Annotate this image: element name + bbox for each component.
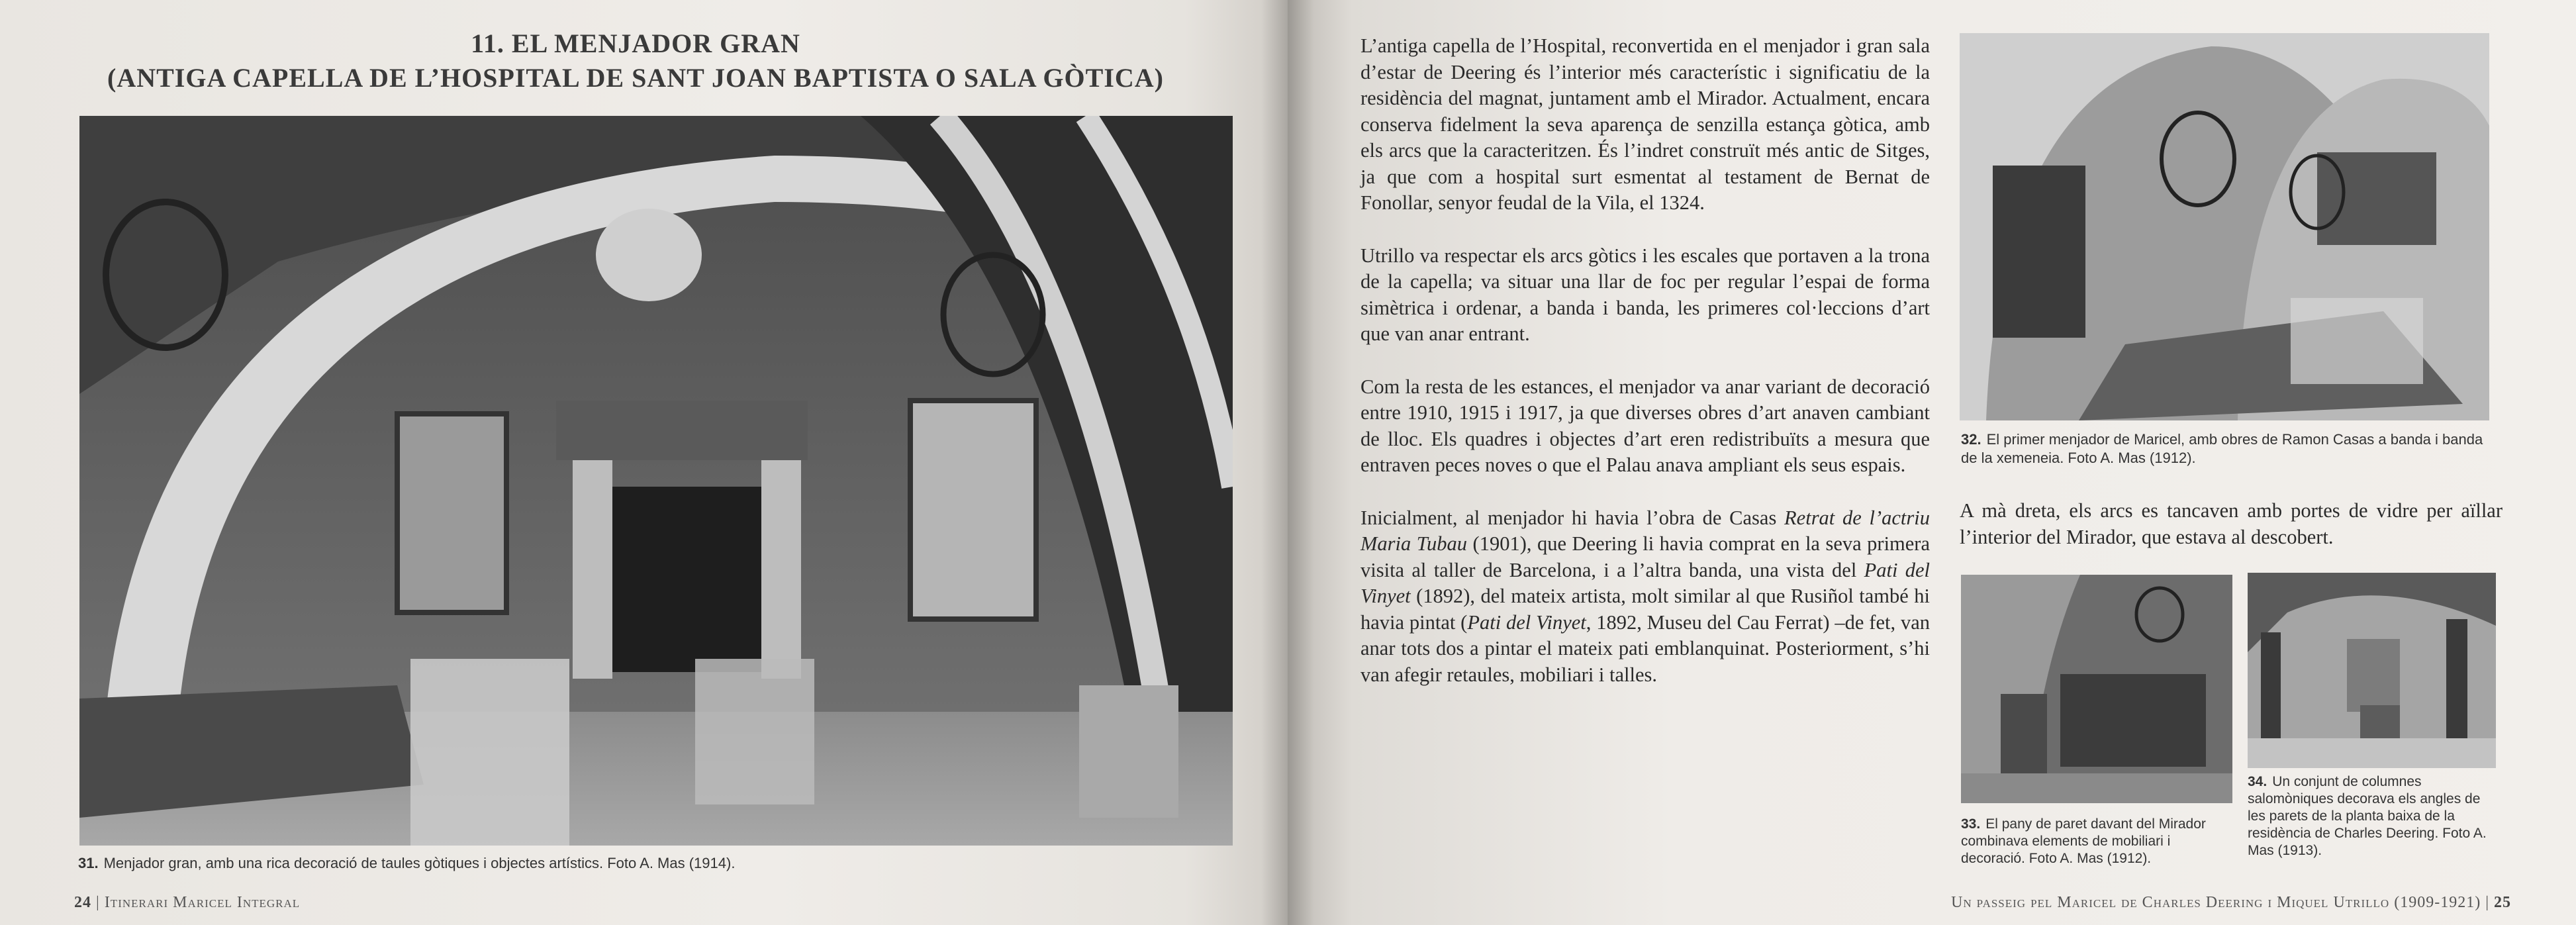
dining-hall-photo xyxy=(79,116,1233,846)
right-page-body-text xyxy=(1360,33,1930,714)
p4-artwork-title-2: Pati del Vinyet xyxy=(1360,558,1931,607)
running-title-right: Un passeig pel Maricel de Charles Deering i Miquel Utrillo (1909-1921) xyxy=(1951,894,2481,911)
p4-text-2: (1901), que Deering li havia comprat en la seva primera visita al taller de Barcelona, i a l’altra banda, una vista del xyxy=(1360,532,1930,581)
side-paragraph: A mà dreta, els arcs es tancaven amb portes de vidre per aïllar l’interior del Mirador, que estava al descobert. xyxy=(1960,499,2503,548)
chapter-title xyxy=(79,26,1192,95)
chapter-title-line-1: 11. EL MENJADOR GRAN xyxy=(471,28,800,58)
page-number-left: 24 xyxy=(74,894,91,911)
figure-33-text: El pany de paret davant del Mirador combinava elements de mobiliari i decoració. Foto A. Mas (1912). xyxy=(1961,816,2206,866)
paragraph-3: Com la resta de les estances, el menjador va anar variant de decoració entre 1910, 1915 i 1917, ja que diverses obres d’art anaven cambiant de lloc. Els quadres i objectes d’art eren redistribuïts a mesura que entraven peces noves o que el Palau anava ampliant els seus espais. xyxy=(1360,375,1930,476)
p4-text-3: (1892), del mateix artista, molt similar al que Rusiñol també hi havia pintat ( xyxy=(1360,585,1930,634)
figure-32-text: El primer menjador de Maricel, amb obres de Ramon Casas a banda i banda de la xemeneia. Foto A. Mas (1912). xyxy=(1961,431,2483,466)
first-dining-room-photo xyxy=(1960,33,2489,420)
paragraph-2: Utrillo va respectar els arcs gòtics i les escales que portaven a la trona de la capella; va situar una llar de foc per regular l’espai de forma simètrica i ordenar, a banda i banda, les primeres col·leccions d’art que van anar entrant. xyxy=(1360,244,1930,345)
wall-facing-mirador-photo xyxy=(1961,575,2232,803)
figure-33-caption xyxy=(1961,816,2232,867)
folio-separator-right: | xyxy=(2485,894,2489,911)
folio-separator-left: | xyxy=(96,894,100,911)
wall-facing-mirador-illustration xyxy=(1961,575,2232,803)
figure-31-number: 31. xyxy=(78,855,99,871)
figure-31-caption xyxy=(78,854,1243,873)
page-number-right: 25 xyxy=(2494,894,2511,911)
folio-left xyxy=(74,894,300,912)
figure-34-text: Un conjunt de columnes salomòniques decorava els angles de les parets de la planta baixa de la residència de Charles Deering. Foto A. Mas (1913). xyxy=(2248,774,2487,858)
paragraph-1: L’antiga capella de l’Hospital, reconvertida en el menjador i gran sala d’estar de Deering és l’interior més característic i significatiu de la residència del magnat, juntament amb el Mirador. Actualment, encara conserva fidelment la seva aparença de senzilla estança gòtica, amb els arcs que la caracteritzen. És l’indret construït més antic de Sitges, ja que com a hospital surt esmentat al testament de Bernat de Fonollar, senyor feudal de la Vila, el 1324. xyxy=(1360,34,1930,214)
figure-32-caption xyxy=(1961,430,2491,467)
paragraph-4 xyxy=(1360,505,1930,689)
p4-artwork-title-1: Retrat de l’actriu Maria Tubau xyxy=(1360,506,1931,555)
dining-hall-photo-illustration xyxy=(79,116,1233,846)
first-dining-room-illustration xyxy=(1960,33,2489,420)
figure-31-text: Menjador gran, amb una rica decoració de taules gòtiques i objectes artístics. Foto A. Mas (1914). xyxy=(103,855,736,871)
p4-text-1: Inicialment, al menjador hi havia l’obra de Casas xyxy=(1360,506,1785,529)
salomonic-columns-illustration xyxy=(2248,573,2496,768)
figure-34-number: 34. xyxy=(2248,774,2267,789)
figure-33-number: 33. xyxy=(1961,816,1981,832)
folio-right xyxy=(1951,894,2511,912)
p4-text-4: , 1892, Museu del Cau Ferrat) –de fet, van anar tots dos a pintar el mateix pati emblanquinat. Posteriorment, s’hi van afegir retaules, mobiliari i talles. xyxy=(1360,610,1930,686)
chapter-title-line-2: (ANTIGA CAPELLA DE L’HOSPITAL DE SANT JOAN BAPTISTA O SALA GÒTICA) xyxy=(107,63,1164,93)
salomonic-columns-photo xyxy=(2248,573,2496,768)
figure-32-number: 32. xyxy=(1961,431,1981,448)
p4-artwork-title-3: Pati del Vinyet xyxy=(1467,610,1586,634)
figure-34-caption xyxy=(2248,773,2499,859)
running-title-left: Itinerari Maricel Integral xyxy=(104,894,301,911)
